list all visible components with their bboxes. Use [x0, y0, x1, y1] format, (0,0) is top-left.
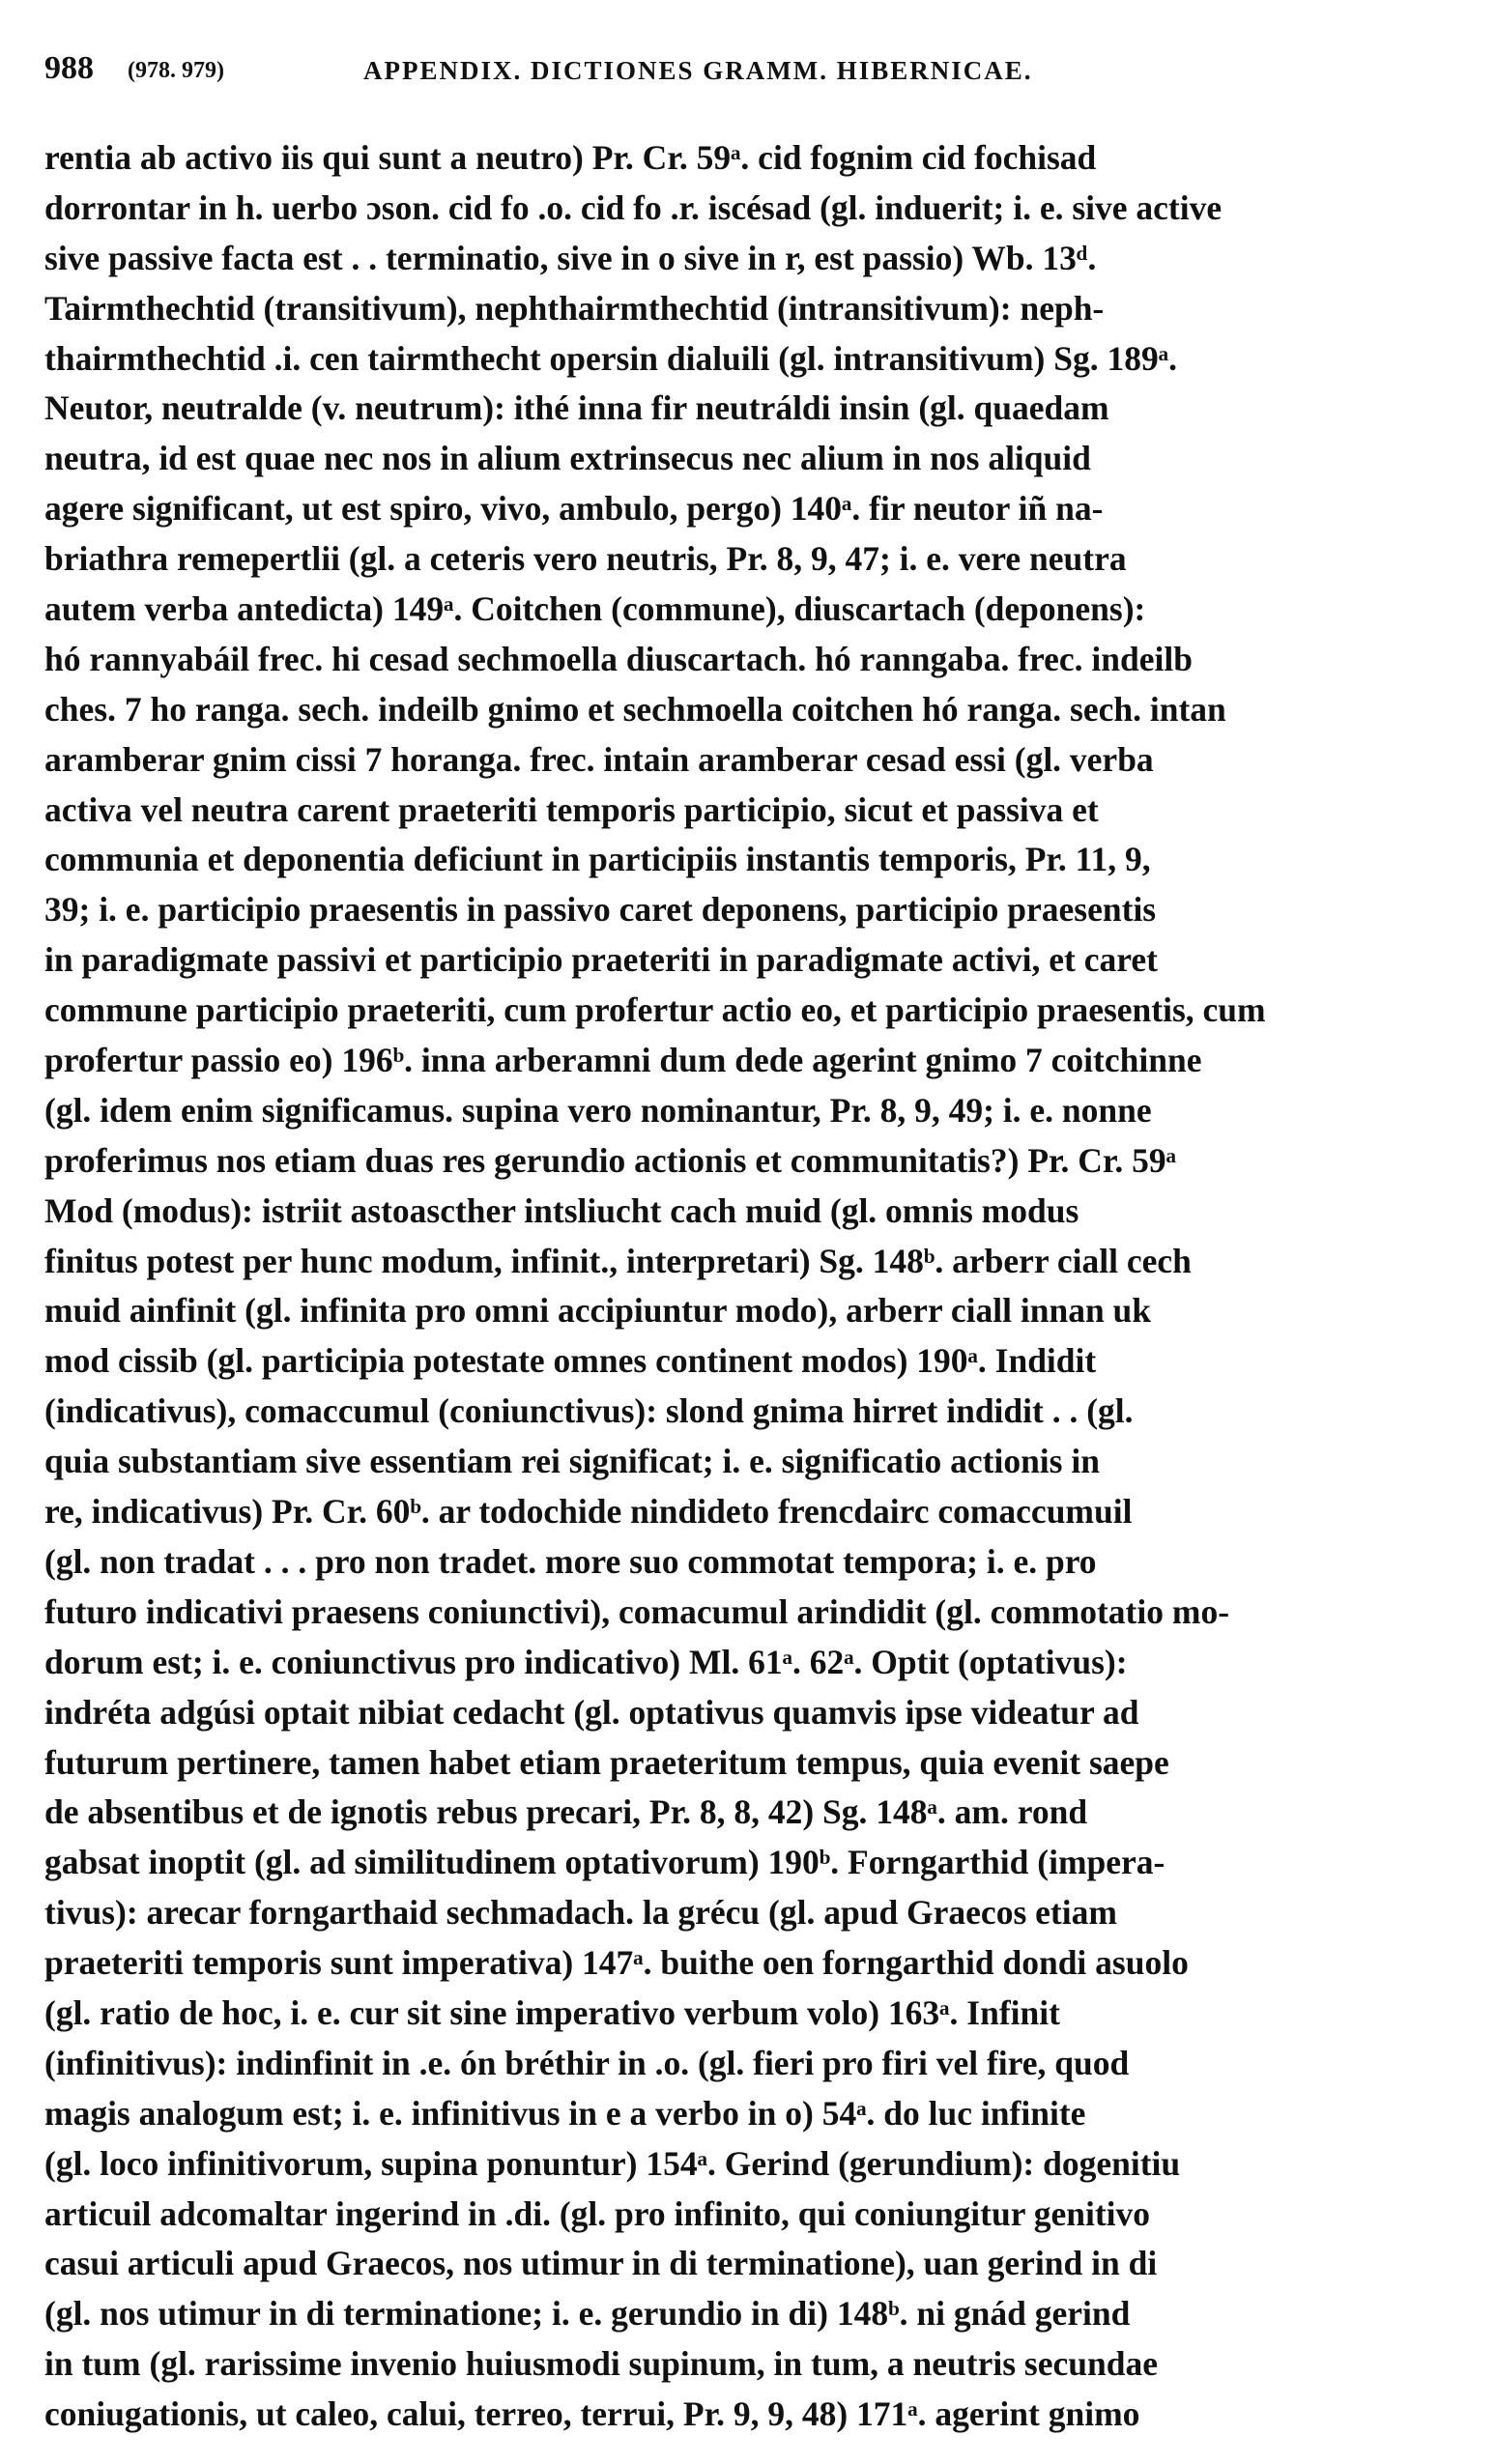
- text-line: (gl. idem enim significamus. supina vero nominantur, Pr. 8, 9, 49; i. e. nonne: [44, 1090, 1152, 1130]
- text-line: proferimus nos etiam duas res gerundio actionis et communitatis?) Pr. Cr. 59ᵃ: [44, 1140, 1176, 1180]
- text-line: thairmthechtid .i. cen tairmthecht opersin dialuili (gl. intransitivum) Sg. 189ᵃ.: [44, 338, 1177, 378]
- page-reference: (978. 979): [128, 58, 224, 83]
- text-line: Mod (modus): istriit astoascther intsliucht cach muid (gl. omnis modus: [44, 1190, 1079, 1230]
- text-line: Neutor, neutralde (v. neutrum): ithé inna fir neutráldi insin (gl. quaedam: [44, 388, 1109, 428]
- page-header: [44, 50, 1455, 93]
- text-line: finitus potest per hunc modum, infinit., interpretari) Sg. 148ᵇ. arberr ciall cech: [44, 1241, 1192, 1280]
- text-line: (gl. loco infinitivorum, supina ponuntur) 154ᵃ. Gerind (gerundium): dogenitiu: [44, 2143, 1181, 2183]
- text-line: (indicativus), comaccumul (coniunctivus): slond gnima hirret indidit . . (gl.: [44, 1391, 1134, 1431]
- text-line: mod cissib (gl. participia potestate omnes continent modos) 190ᵃ. Indidit: [44, 1341, 1097, 1381]
- text-line: neutra, id est quae nec nos in alium extrinsecus nec alium in nos aliquid: [44, 439, 1091, 478]
- text-line: casui articuli apud Graecos, nos utimur in di terminatione), uan gerind in di: [44, 2244, 1158, 2283]
- text-line: muid ainfinit (gl. infinita pro omni accipiuntur modo), arberr ciall innan uk: [44, 1291, 1152, 1331]
- page-number: 988: [44, 50, 94, 86]
- text-line: (gl. non tradat . . . pro non tradet. more suo commotat tempora; i. e. pro: [44, 1541, 1097, 1581]
- text-line: 39; i. e. participio praesentis in passivo caret deponens, participio praesentis: [44, 890, 1157, 930]
- text-line: dorum est; i. e. coniunctivus pro indicativo) Ml. 61ᵃ. 62ᵃ. Optit (optativus):: [44, 1642, 1128, 1681]
- running-title: APPENDIX. DICTIONES GRAMM. HIBERNICAE.: [363, 56, 1033, 85]
- text-line: hó rannyabáil frec. hi cesad sechmoella diuscartach. hó ranngaba. frec. indeilb: [44, 639, 1193, 678]
- text-line: magis analogum est; i. e. infinitivus in e a verbo in o) 54ᵃ. do luc infinite: [44, 2093, 1086, 2133]
- text-line: autem verba antedicta) 149ᵃ. Coitchen (commune), diuscartach (deponens):: [44, 589, 1146, 629]
- text-line: futuro indicativi praesens coniunctivi), comacumul arindidit (gl. commotatio mo-: [44, 1591, 1230, 1631]
- text-line: gabsat inoptit (gl. ad similitudinem optativorum) 190ᵇ. Forngarthid (impera-: [44, 1843, 1165, 1882]
- text-line: aramberar gnim cissi 7 horanga. frec. intain aramberar cesad essi (gl. verba: [44, 739, 1154, 779]
- text-line: tivus): arecar forngarthaid sechmadach. la grécu (gl. apud Graecos etiam: [44, 1893, 1117, 1933]
- text-line: sive passive facta est . . terminatio, sive in o sive in r, est passio) Wb. 13ᵈ.: [44, 238, 1097, 277]
- text-line: in tum (gl. rarissime invenio huiusmodi supinum, in tum, a neutris secundae: [44, 2344, 1158, 2384]
- text-line: rentia ab activo iis qui sunt a neutro) Pr. Cr. 59ᵃ. cid fognim cid fochisad: [44, 138, 1097, 177]
- text-line: (gl. nos utimur in di terminatione; i. e. gerundio in di) 148ᵇ. ni gnád gerind: [44, 2294, 1131, 2334]
- text-line: indréta adgúsi optait nibiat cedacht (gl. optativus quamvis ipse videatur ad: [44, 1692, 1139, 1732]
- text-line: de absentibus et de ignotis rebus precari, Pr. 8, 8, 42) Sg. 148ᵃ. am. rond: [44, 1792, 1088, 1832]
- text-line: praeteriti temporis sunt imperativa) 147ᵃ. buithe oen forngarthid dondi asuolo: [44, 1943, 1189, 1983]
- body-text: [44, 133, 1457, 2440]
- text-line: (gl. ratio de hoc, i. e. cur sit sine imperativo verbum volo) 163ᵃ. Infinit: [44, 1992, 1060, 2032]
- text-line: dorrontar in h. uerbo ɔson. cid fo .o. cid fo .r. iscésad (gl. induerit; i. e. sive active: [44, 187, 1223, 227]
- text-line: agere significant, ut est spiro, vivo, ambulo, pergo) 140ᵃ. fir neutor iñ na-: [44, 489, 1104, 529]
- text-line: profertur passio eo) 196ᵇ. inna arberamni dum dede agerint gnimo 7 coitchinne: [44, 1041, 1202, 1080]
- text-line: coniugationis, ut caleo, calui, terreo, terrui, Pr. 9, 9, 48) 171ᵃ. agerint gnimo: [44, 2394, 1140, 2434]
- text-line: quia substantiam sive essentiam rei significat; i. e. significatio actionis in: [44, 1442, 1100, 1481]
- text-line: (infinitivus): indinfinit in .e. ón bréthir in .o. (gl. fieri pro firi vel fire, quod: [44, 2043, 1130, 2082]
- text-line: articuil adcomaltar ingerind in .di. (gl. pro infinito, qui coniungitur genitivo: [44, 2193, 1151, 2233]
- text-line: activa vel neutra carent praeteriti temporis participio, sicut et passiva et: [44, 789, 1099, 829]
- text-line: communia et deponentia deficiunt in participiis instantis temporis, Pr. 11, 9,: [44, 840, 1151, 879]
- text-line: re, indicativus) Pr. Cr. 60ᵇ. ar todochide nindideto frencdairc comaccumuil: [44, 1492, 1133, 1532]
- text-line: futurum pertinere, tamen habet etiam praeteritum tempus, quia evenit saepe: [44, 1742, 1169, 1782]
- text-line: ches. 7 ho ranga. sech. indeilb gnimo et sechmoella coitchen hó ranga. sech. intan: [44, 689, 1226, 729]
- text-line: briathra remepertlii (gl. a ceteris vero neutris, Pr. 8, 9, 47; i. e. vere neutra: [44, 539, 1127, 579]
- text-line: commune participio praeteriti, cum profertur actio eo, et participio praesentis, cum: [44, 990, 1266, 1030]
- text-line: Tairmthechtid (transitivum), nephthairmthechtid (intransitivum): neph-: [44, 288, 1105, 328]
- text-line: in paradigmate passivi et participio praeteriti in paradigmate activi, et caret: [44, 940, 1158, 980]
